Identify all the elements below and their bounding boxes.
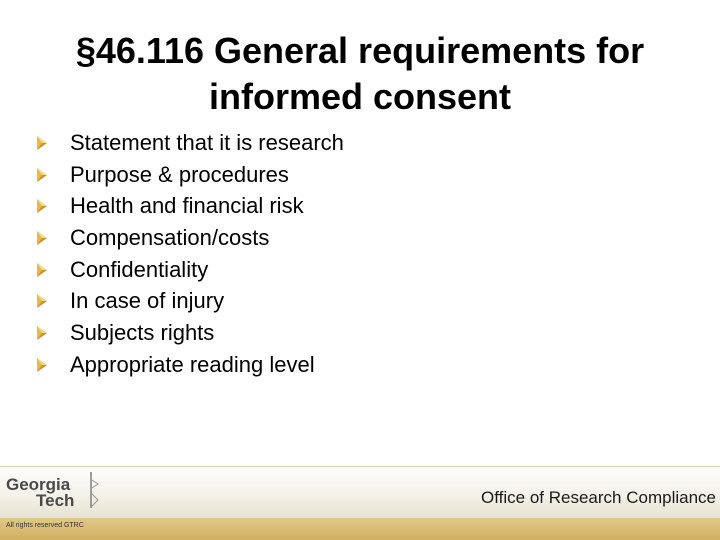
- footer-divider: [0, 466, 720, 467]
- georgia-tech-logo: [6, 470, 106, 514]
- rights-notice: All rights reserved GTRC: [6, 522, 84, 529]
- bullet-item: [36, 285, 344, 317]
- logo-text-tech: Tech: [36, 491, 75, 510]
- bullet-text: Compensation/costs: [70, 224, 270, 250]
- bullet-item: [36, 190, 344, 222]
- arrow-bullet-icon: [36, 357, 50, 373]
- bullet-list: [36, 127, 344, 381]
- bullet-item: [36, 159, 344, 191]
- office-name: Office of Research Compliance: [481, 488, 716, 507]
- bullet-item: [36, 127, 344, 159]
- bullet-text: Subjects rights: [70, 319, 215, 345]
- slide-title-line-2: informed consent: [208, 76, 512, 117]
- bullet-text: Purpose & procedures: [70, 161, 289, 187]
- bullet-item: [36, 254, 344, 286]
- bullet-item: [36, 222, 344, 254]
- bullet-item: [36, 317, 344, 349]
- footer-gold-bar: [0, 518, 720, 540]
- bullet-text: Confidentiality: [70, 256, 209, 282]
- slide-title-line-1: §46.116 General requirements for: [75, 30, 645, 71]
- bullet-text: Health and financial risk: [70, 193, 304, 219]
- bullet-text: In case of injury: [70, 288, 225, 314]
- bullet-item: [36, 349, 344, 381]
- logo-text-georgia: Georgia: [6, 475, 71, 494]
- arrow-bullet-icon: [36, 293, 50, 309]
- arrow-bullet-icon: [36, 262, 50, 278]
- bullet-text: Statement that it is research: [70, 129, 344, 155]
- arrow-bullet-icon: [36, 230, 50, 246]
- arrow-bullet-icon: [36, 198, 50, 214]
- arrow-bullet-icon: [36, 167, 50, 183]
- arrow-bullet-icon: [36, 325, 50, 341]
- bullet-text: Appropriate reading level: [70, 351, 315, 377]
- slide-title: [20, 28, 700, 120]
- arrow-bullet-icon: [36, 135, 50, 151]
